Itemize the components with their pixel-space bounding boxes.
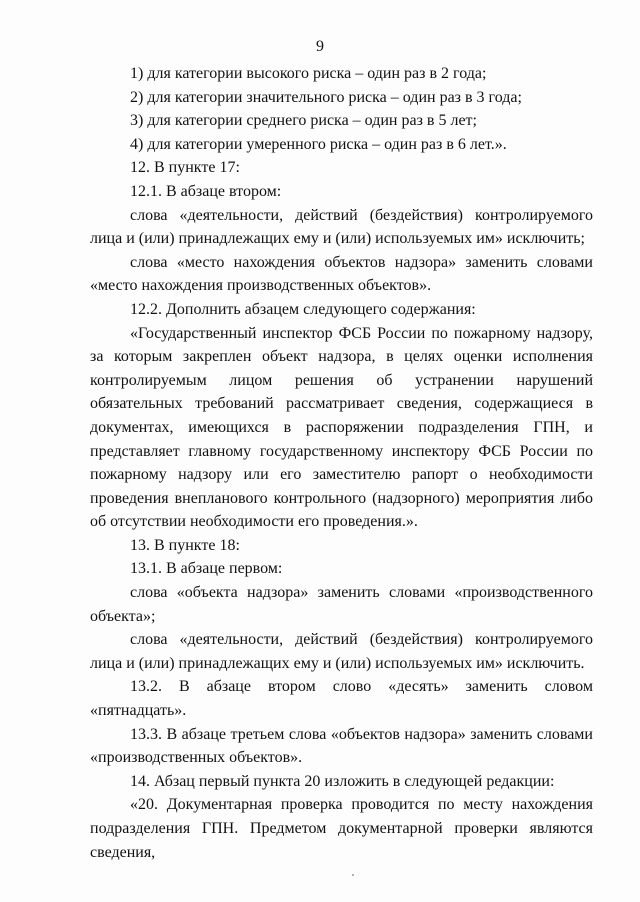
paragraph: 12. В пункте 17: [130,159,240,177]
paragraph: 12.1. В абзаце втором: [130,182,282,200]
paragraph: «Государственный инспектор ФСБ России по пожарному надзору, за которым закреплен объект надзора, в целях оценки исполнения контролируемым лицом решения об устранении нарушений обязательных требований рассматривает сведения, содержащиеся в документах, имеющихся в распоряжении подразделения ГПН, и представляет главному государственному инспектору ФСБ России по пожарному надзору или его заместителю рапорт о необходимости проведения внепланового контрольного (надзорного) мероприятия либо об отсутствии необходимости его проведения.». [90,324,593,531]
paragraph: слова «деятельности, действий (бездействия) контролируемого лица и (или) принадлежащих ему и (или) используемых им» исключить. [90,631,593,672]
paragraph: 14. Абзац первый пункта 20 изложить в следующей редакции: [130,772,555,790]
scan-speck [352,874,354,876]
paragraph: слова «деятельности, действий (бездействия) контролируемого лица и (или) принадлежащих ему и (или) используемых им» исключить; [90,206,593,248]
paragraph: 13.3. В абзаце третьем слова «объектов надзора» заменить словами «производственных объектов». [90,725,593,767]
document-body [90,62,593,864]
paragraph: 3) для категории среднего риска – один раз в 5 лет; [130,112,477,130]
paragraph: слова «объекта надзора» заменить словами «производственного объекта»; [90,584,593,625]
paragraph: 12.2. Дополнить абзацем следующего содержания: [130,300,476,318]
paragraph: 13.1. В абзаце первом: [130,560,283,578]
paragraph: «20. Документарная проверка проводится по месту нахождения подразделения ГПН. Предметом документарной проверки являются сведения, [90,796,593,861]
paragraph: 1) для категории высокого риска – один раз в 2 года; [130,65,487,82]
page-number: 9 [316,38,324,55]
paragraph: слова «место нахождения объектов надзора» заменить словами «место нахождения производственных объектов». [90,253,593,295]
paragraph: 2) для категории значительного риска – один раз в 3 года; [130,88,522,106]
paragraph: 13. В пункте 18: [130,536,240,554]
paragraph: 4) для категории умеренного риска – один раз в 6 лет.». [130,135,507,153]
paragraph: 13.2. В абзаце втором слово «десять» заменить словом «пятнадцать». [90,678,593,720]
